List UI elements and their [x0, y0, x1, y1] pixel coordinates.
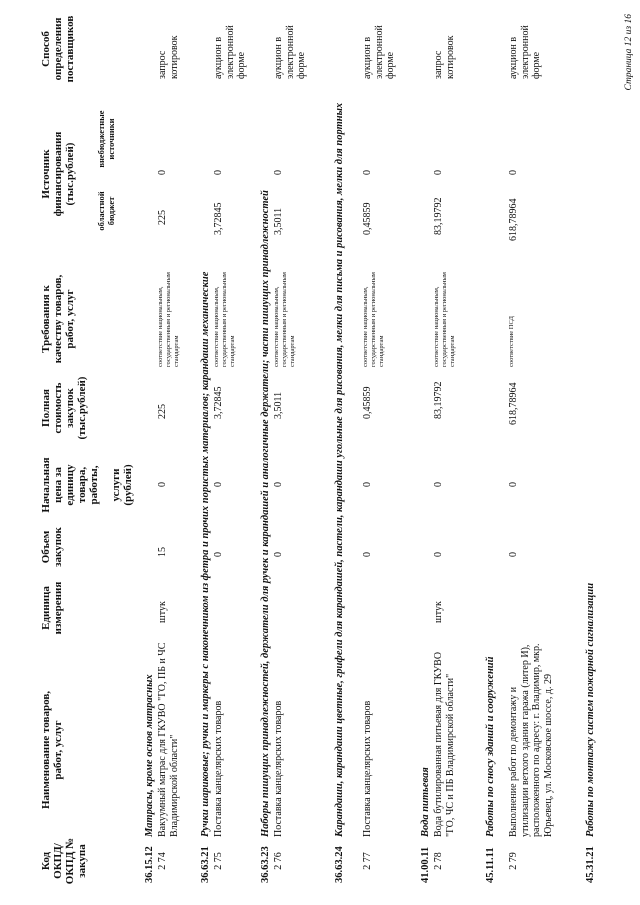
item-regional: 3,5011	[273, 207, 284, 235]
item-extra: 0	[508, 170, 519, 175]
section-title: Ручки шариковые; ручки и маркеры с наконечником из фетра и прочих пористых материалов; карандаши механические	[200, 271, 211, 837]
section-heading	[144, 674, 156, 883]
item-qty: 0	[362, 552, 373, 557]
header-method: Способ определения поставщиков	[40, 15, 76, 83]
item-method: аукцион в электронной форме	[362, 25, 396, 79]
item-method: аукцион в электронной форме	[508, 25, 542, 79]
section-title: Вода питьевая	[420, 767, 431, 837]
section-code: 36.15.12	[144, 846, 155, 883]
section-title: Карандаши, карандаши цветные, грифели для карандашей, пастели, карандаши угольные для рисования, мелки для письма и рисования, мелки для портных	[334, 102, 345, 837]
item-regional: 0,45859	[362, 202, 373, 235]
section-heading	[585, 583, 597, 883]
section-code: 36.63.24	[334, 846, 345, 883]
section-title: Работы по сносу зданий и сооружений	[485, 656, 496, 837]
row-number: 2 79	[508, 852, 519, 870]
item-regional: 618,78964	[508, 198, 519, 241]
section-title: Наборы пишущих принадлежностей, держатели для ручек и карандашей и аналогичные держатели; части пишущих принадлежностей	[260, 190, 271, 837]
item-extra: 0	[157, 170, 168, 175]
page-number: Страница 12 из 16	[624, 14, 634, 91]
item-requirements: соответствие ПСД	[508, 316, 515, 367]
section-heading	[200, 272, 212, 883]
header-total: Полная стоимость закупок (тыс.рублей)	[40, 376, 88, 440]
row-number: 2 78	[433, 852, 444, 870]
section-code: 36.63.21	[200, 846, 211, 883]
item-price: 0	[433, 482, 444, 487]
item-method: аукцион в электронной форме	[213, 25, 247, 79]
item-method: аукцион в электронной форме	[273, 25, 307, 79]
item-price: 0	[362, 482, 373, 487]
item-qty: 0	[508, 552, 519, 557]
header-price-sub: услуги (рублей)	[110, 464, 134, 506]
item-total: 618,78964	[508, 382, 519, 425]
row-number: 2 76	[273, 852, 284, 870]
section-code: 41.00.11	[420, 846, 431, 883]
item-extra: 0	[433, 170, 444, 175]
item-price: 0	[273, 482, 284, 487]
item-total: 3,72845	[213, 386, 224, 419]
item-unit: штук	[157, 601, 168, 623]
item-regional: 225	[157, 210, 168, 225]
header-price	[40, 453, 134, 517]
item-name: Поставка канцелярских товаров	[273, 700, 284, 837]
section-heading	[485, 657, 497, 883]
item-name: Вода бутилированная питьевая для ГКУВО "ГО, ЧС и ПБ Владимирской области"	[433, 651, 456, 837]
item-requirements: соответствие национальным, государственным и региональным стандартам	[157, 272, 180, 367]
item-method: запрос котировок	[157, 35, 180, 79]
item-extra: 0	[213, 170, 224, 175]
item-total: 3,5011	[273, 391, 284, 419]
section-title: Матрасы, кроме основ матрасных	[144, 674, 155, 837]
header-code: Код ОКПД/ ОКПД № закупа	[40, 837, 88, 885]
item-name: Вакуумный матрас для ГКУВО "ГО, ПБ и ЧС Владимирской области"	[157, 642, 180, 837]
section-code: 45.31.21	[585, 846, 596, 883]
item-requirements: соответствие национальным, государственным и региональным стандартам	[273, 272, 296, 367]
item-extra: 0	[362, 170, 373, 175]
header-qty: Объем закупок	[40, 527, 64, 567]
item-qty: 0	[213, 552, 224, 557]
item-price: 0	[213, 482, 224, 487]
item-regional: 83,19792	[433, 197, 444, 235]
header-price-main: Начальная цена за единицу товара, работы,	[40, 457, 100, 513]
item-total: 0,45859	[362, 386, 373, 419]
header-name: Наименование товаров, работ, услуг	[40, 690, 64, 810]
item-regional: 3,72845	[213, 202, 224, 235]
item-qty: 0	[433, 552, 444, 557]
section-title: Работы по монтажу систем пожарной сигнализации	[585, 582, 596, 837]
item-price: 0	[508, 482, 519, 487]
header-source-extra: внебюджетные источники	[96, 110, 116, 168]
section-heading	[334, 3, 346, 883]
item-price: 0	[157, 482, 168, 487]
item-requirements: соответствие национальным, государственным и региональным стандартам	[213, 272, 236, 367]
section-heading	[420, 767, 432, 883]
header-unit: Единица измерения	[40, 581, 64, 635]
header-source-regional: областной бюджет	[96, 191, 116, 231]
item-name: Поставка канцелярских товаров	[362, 700, 373, 837]
row-number: 2 74	[157, 852, 168, 870]
section-code: 36.63.23	[260, 846, 271, 883]
item-requirements: соответствие национальным, государственным и региональным стандартам	[433, 272, 456, 367]
section-heading	[260, 190, 272, 883]
section-code: 45.11.11	[485, 847, 496, 883]
row-number: 2 75	[213, 852, 224, 870]
item-name: Поставка канцелярских товаров	[213, 700, 224, 837]
item-unit: штук	[433, 601, 444, 623]
item-total: 83,19792	[433, 381, 444, 419]
item-qty: 15	[157, 547, 168, 557]
item-extra: 0	[273, 170, 284, 175]
item-requirements: соответствие национальным, государственным и региональным стандартам	[362, 272, 385, 367]
header-requirements: Требования к качеству товаров, работ, услуг	[40, 274, 76, 364]
item-qty: 0	[273, 552, 284, 557]
item-total: 225	[157, 404, 168, 419]
item-method: запрос котировок	[433, 35, 456, 79]
header-source: Источник финансирования (тыс.рублей)	[40, 131, 76, 217]
item-name: Выполнение работ по демонтажу и утилизации ветхого здания гаража (литер И), расположенного по адресу: г. Владимир, мкр. Юрьевец, ул. Московское шоссе, д. 29	[508, 643, 554, 837]
row-number: 2 77	[362, 852, 373, 870]
